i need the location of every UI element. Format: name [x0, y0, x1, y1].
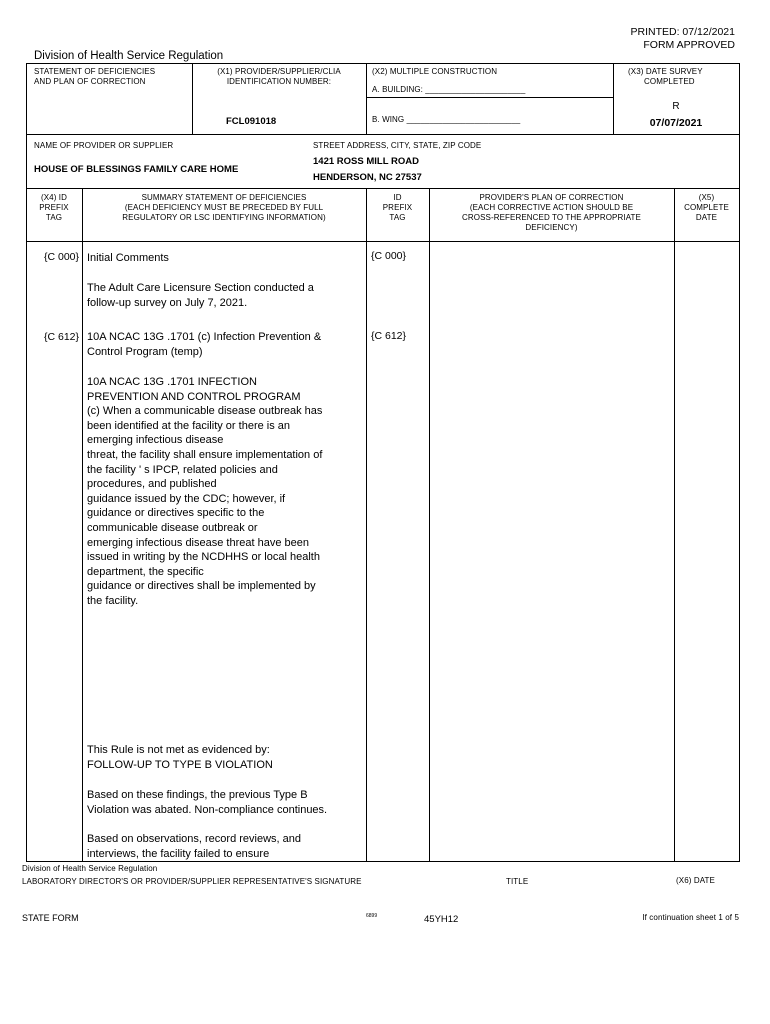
- id-header: ID PREFIX TAG: [382, 193, 413, 222]
- summary-header: SUMMARY STATEMENT OF DEFICIENCIES (EACH DEFICIENCY MUST BE PRECEDED BY FULL REGULATORY OR LSC IDENTIFYING INFORMATION): [122, 193, 326, 222]
- observations-text: Based on observations, record reviews, and interviews, the facility failed to ensure: [87, 833, 302, 860]
- title-label: TITLE: [506, 877, 529, 886]
- x3-date: 07/07/2021: [649, 117, 703, 129]
- x3-letter: R: [672, 101, 680, 112]
- c612-id-tag: {C 612}: [371, 330, 407, 342]
- wing-label: B. WING _________________________: [372, 115, 521, 124]
- c612-prefix-tag: {C 612}: [44, 331, 80, 343]
- findings-text: Based on these findings, the previous Type B Violation was abated. Non-compliance continues.: [87, 789, 328, 816]
- c000-prefix-tag: {C 000}: [44, 251, 80, 263]
- continuation-sheet: If continuation sheet 1 of 5: [642, 913, 739, 922]
- division-title: Division of Health Service Regulation: [34, 50, 224, 62]
- form-number: 6899: [366, 913, 378, 919]
- c000-title: Initial Comments: [87, 252, 169, 264]
- event-id: 45YH12: [424, 914, 459, 925]
- x1-label: (X1) PROVIDER/SUPPLIER/CLIA IDENTIFICATION NUMBER:: [217, 67, 341, 86]
- printed-date: PRINTED: 07/12/2021: [630, 26, 735, 38]
- street-address: 1421 ROSS MILL ROAD: [313, 156, 419, 167]
- x1-value: FCL091018: [226, 116, 277, 127]
- plan-header: PROVIDER'S PLAN OF CORRECTION (EACH CORRECTIVE ACTION SHOULD BE CROSS-REFERENCED TO THE APPROPRIATE DEFICIENCY): [462, 193, 641, 232]
- provider-name: HOUSE OF BLESSINGS FAMILY CARE HOME: [34, 164, 239, 175]
- c000-text: The Adult Care Licensure Section conducted a follow-up survey on July 7, 2021.: [87, 282, 314, 309]
- x2-label: (X2) MULTIPLE CONSTRUCTION: [372, 67, 498, 76]
- c000-id-tag: {C 000}: [371, 250, 407, 262]
- footer-division: Division of Health Service Regulation: [22, 864, 158, 873]
- x6-date-label: (X6) DATE: [676, 876, 715, 885]
- c612-title: 10A NCAC 13G .1701 (c) Infection Prevention & Control Program (temp): [87, 331, 322, 358]
- signature-label: LABORATORY DIRECTOR'S OR PROVIDER/SUPPLIER REPRESENTATIVE'S SIGNATURE: [22, 877, 362, 886]
- x5-header: (X5) COMPLETE DATE: [684, 193, 729, 222]
- city-state-zip: HENDERSON, NC 27537: [313, 172, 422, 183]
- address-label: STREET ADDRESS, CITY, STATE, ZIP CODE: [313, 141, 482, 150]
- x3-label: (X3) DATE SURVEY COMPLETED: [628, 67, 703, 86]
- c612-rule-text: 10A NCAC 13G .1701 INFECTION PREVENTION AND CONTROL PROGRAM (c) When a communicable disease outbreak has been identified at the facility or there is an emerging infectious disease threat, the facility shall ensure implementation of the facility ' s IPCP, related policies and procedures, and published guidance issued by the CDC; however, if guidance or directives specific to the communicable disease outbreak or emerging infectious disease threat have been issued in writing by the NCDHHS or local health department, the specific guidance or directives shall be implemented by the facility.: [87, 376, 323, 607]
- form-approved: FORM APPROVED: [643, 39, 735, 51]
- statement-label: STATEMENT OF DEFICIENCIES AND PLAN OF CORRECTION: [34, 67, 156, 86]
- provider-name-label: NAME OF PROVIDER OR SUPPLIER: [34, 141, 174, 150]
- state-form-label: STATE FORM: [22, 913, 79, 923]
- building-label: A. BUILDING: ______________________: [372, 85, 526, 94]
- x4-header: (X4) ID PREFIX TAG: [39, 193, 69, 222]
- not-met-text: This Rule is not met as evidenced by: FOLLOW-UP TO TYPE B VIOLATION: [87, 744, 273, 771]
